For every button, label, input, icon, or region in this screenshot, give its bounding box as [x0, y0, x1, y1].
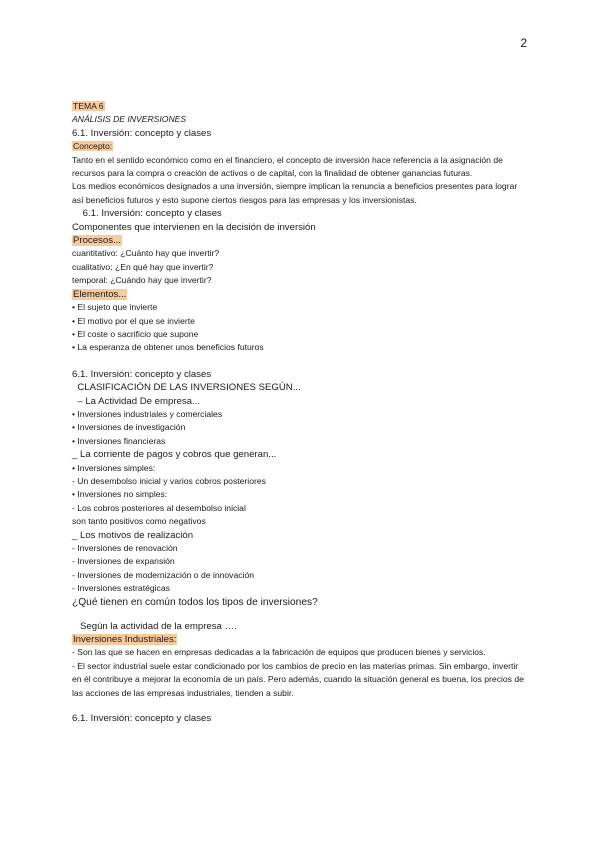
list-item: - Inversiones de expansión [72, 556, 175, 567]
elementos-label: Elementos... [73, 288, 127, 300]
list-item: cuantitativo: ¿Cuánto hay que invertir? [72, 248, 220, 259]
list-item: cualitativo: ¿En qué hay que invertir? [72, 261, 214, 272]
list-item: - Los cobros posteriores al desembolso inicial [72, 502, 246, 513]
document-body [72, 100, 528, 725]
list-item: - Inversiones estratégicas [72, 583, 170, 594]
list-item: - Un desembolso inicial y varios cobros posteriores [72, 475, 266, 486]
paragraph: Tanto en el sentido económico como en el financiero, el concepto de inversión hace referencia a la asignación de recursos para la compra o creación de activos o de capital, con la finalidad de obtener ganancias futuras. [72, 154, 503, 179]
list-item: • El coste o sacrificio que supone [72, 328, 199, 339]
page-number: 2 [520, 36, 527, 50]
section-heading: 6.1. Inversión: concepto y clases [72, 713, 212, 725]
list-item: • Inversiones simples: [72, 462, 156, 473]
paragraph: Los medios económicos designados a una inversión, siempre implican la renuncia a beneficios presentes para lograr así beneficios futuros y esto supone ciertos riesgos para las empresas y los inversionistas. [72, 181, 518, 205]
section-heading: 6.1. Inversión: concepto y clases [72, 208, 222, 220]
list-item: • La esperanza de obtener unos beneficios futuros [72, 342, 264, 353]
list-item: - Inversiones de modernización o de innovación [72, 569, 255, 580]
list-item: temporal: ¿Cuándo hay que invertir? [72, 275, 212, 286]
paragraph: - El sector industrial suele estar condicionado por los cambios de precio en las materias primas. Sin embargo, invertir en él contribuye a mejorar la economía de un país. Pero además, cuando la situación general es buena, los precios de las acciones de las empresas industriales, tienden a subir. [72, 660, 524, 698]
question: ¿Qué tienen en común todos los tipos de inversiones? [72, 596, 318, 608]
subheading: _ Los motivos de realización [72, 529, 194, 541]
components-heading: Componentes que intervienen en la decisión de inversión [72, 221, 316, 233]
section-heading: 6.1. Inversión: concepto y clases [72, 368, 212, 380]
topic-subtitle: ANÁLISIS DE INVERSIONES [72, 114, 187, 125]
industrial-label: Inversiones Industriales: [73, 634, 177, 646]
list-item: son tanto positivos como negativos [72, 516, 206, 527]
list-item: • El motivo por el que se invierte [72, 315, 195, 326]
subheading: Según la actividad de la empresa …. [72, 620, 237, 632]
list-item: • Inversiones de investigación [72, 422, 186, 433]
subheading: – La Actividad De empresa... [72, 395, 200, 407]
topic-title: TEMA 6 [73, 101, 104, 111]
list-item: • Inversiones no simples: [72, 489, 168, 500]
procesos-label: Procesos... [73, 235, 121, 247]
concepto-label: Concepto: [73, 141, 113, 152]
paragraph: - Son las que se hacen en empresas dedicadas a la fabricación de equipos que producen bienes y servicios. [72, 647, 486, 658]
list-item: • Inversiones financieras [72, 435, 166, 446]
list-item: • Inversiones industriales y comerciales [72, 408, 223, 419]
list-item: • El sujeto que invierte [72, 302, 158, 313]
section-heading: 6.1. Inversión: concepto y clases [72, 127, 212, 139]
list-item: - Inversiones de renovación [72, 543, 178, 553]
classification-heading: CLASIFICACIÓN DE LAS INVERSIONES SEGÚN... [72, 382, 301, 394]
subheading: _ La corriente de pagos y cobros que generan... [72, 449, 277, 461]
